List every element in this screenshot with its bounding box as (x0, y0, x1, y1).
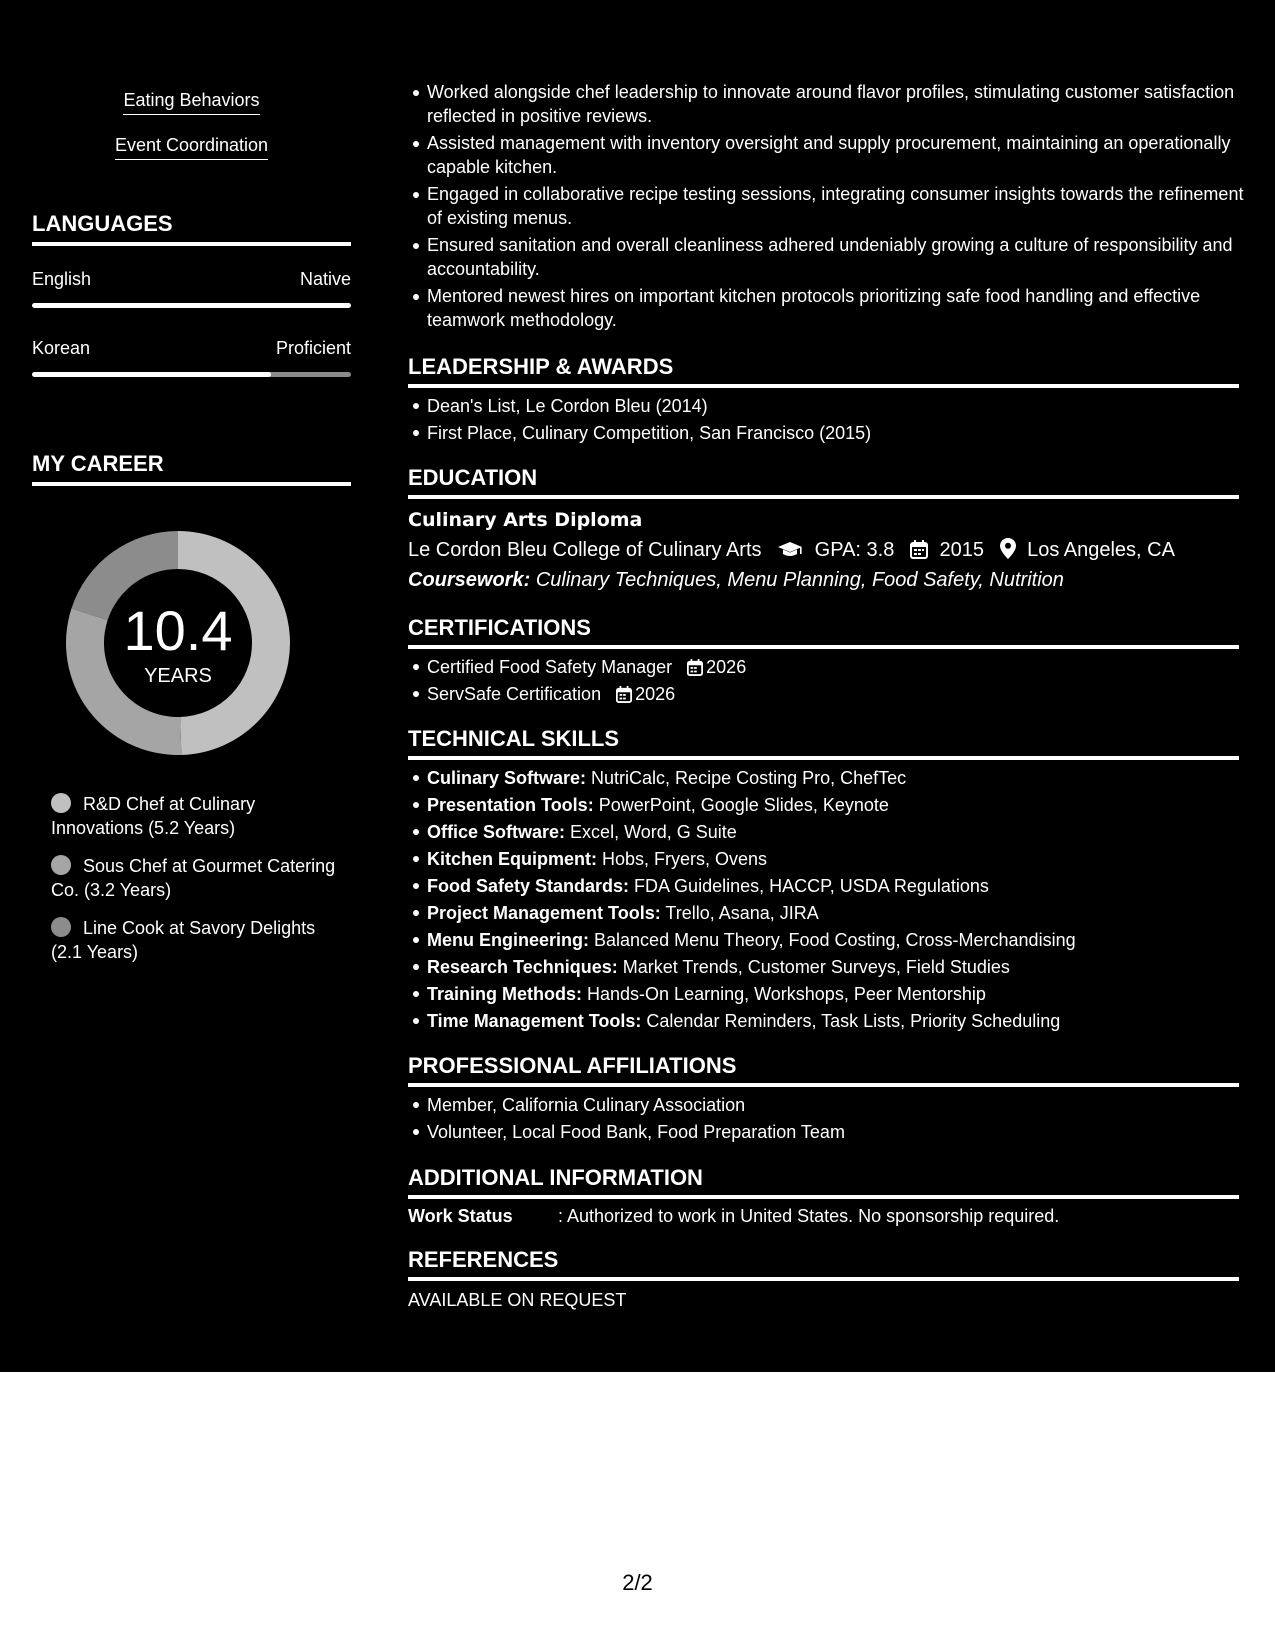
skill-label: Culinary Software: (427, 768, 587, 788)
affiliations-heading: PROFESSIONAL AFFILIATIONS (408, 1052, 1239, 1087)
language-bar-fill (32, 303, 351, 308)
list-item (427, 873, 1258, 900)
graduation-cap-icon (777, 541, 803, 559)
skill-value: Trello, Asana, JIRA (665, 903, 819, 923)
skill-label: Office Software: (427, 822, 566, 842)
certification-name: ServSafe Certification (427, 684, 602, 704)
references-heading: REFERENCES (408, 1246, 1239, 1281)
career-donut-center (66, 531, 290, 755)
skill-label: Kitchen Equipment: (427, 849, 597, 869)
calendar-icon (687, 659, 703, 676)
list-item: First Place, Culinary Competition, San Francisco (2015) (427, 420, 1258, 447)
school-name: Le Cordon Bleu College of Culinary Arts (408, 539, 762, 561)
language-bar-fill (32, 372, 271, 377)
list-item: Dean's List, Le Cordon Bleu (2014) (427, 393, 1258, 420)
skill-value: FDA Guidelines, HACCP, USDA Regulations (634, 876, 989, 896)
work-status (408, 1204, 1239, 1228)
list-item: Assisted management with inventory oversight and supply procurement, maintaining an operationally capable kitchen. (427, 131, 1258, 179)
career-total-unit: YEARS (144, 665, 212, 687)
skills-heading: TECHNICAL SKILLS (408, 725, 1239, 760)
certifications-list (408, 654, 1258, 708)
skill-value: Excel, Word, G Suite (570, 822, 737, 842)
list-item: Mentored newest hires on important kitchen protocols prioritizing safe food handling and effective teamwork methodology. (427, 284, 1258, 332)
skill-label: Menu Engineering: (427, 930, 589, 950)
coursework-list: Culinary Techniques, Menu Planning, Food Safety, Nutrition (535, 569, 1064, 591)
additional-info-heading: ADDITIONAL INFORMATION (408, 1164, 1239, 1199)
list-item (427, 819, 1258, 846)
career-legend-dot (51, 917, 71, 937)
language-korean (32, 336, 351, 360)
calendar-icon (910, 540, 928, 559)
list-item: Member, California Culinary Association (427, 1092, 1258, 1119)
skill-value: Calendar Reminders, Task Lists, Priority Scheduling (646, 1011, 1061, 1031)
language-bar (32, 303, 351, 308)
list-item: Worked alongside chef leadership to innovate around flavor profiles, stimulating customer satisfaction reflected in positive reviews. (427, 80, 1258, 128)
list-item (427, 654, 1258, 681)
career-item (51, 916, 351, 964)
certification-year: 2026 (706, 657, 747, 677)
career-item-label: Sous Chef at Gourmet Catering Co. (3.2 Years) (51, 856, 336, 900)
languages-heading: LANGUAGES (32, 210, 351, 246)
certifications-heading: CERTIFICATIONS (408, 614, 1239, 649)
interest-item: Event Coordination (32, 133, 351, 160)
degree-title: Culinary Arts Diploma (408, 509, 643, 531)
interest-item: Eating Behaviors (32, 88, 351, 115)
skill-value: Balanced Menu Theory, Food Costing, Cross-Merchandising (594, 930, 1076, 950)
gpa: GPA: 3.8 (814, 539, 895, 561)
list-item (427, 846, 1258, 873)
list-item (427, 981, 1258, 1008)
list-item (427, 765, 1258, 792)
language-name: English (32, 269, 92, 289)
graduation-year: 2015 (939, 539, 984, 561)
career-item-label: Line Cook at Savory Delights (2.1 Years) (51, 918, 316, 962)
list-item (427, 954, 1258, 981)
list-item (427, 1008, 1258, 1035)
list-item (427, 681, 1258, 708)
skill-label: Project Management Tools: (427, 903, 661, 923)
certification-name: Certified Food Safety Manager (427, 657, 673, 677)
language-name: Korean (32, 338, 91, 358)
work-status-label: Work Status (408, 1206, 513, 1226)
language-bar (32, 372, 351, 377)
calendar-icon (616, 686, 632, 703)
references-text: AVAILABLE ON REQUEST (408, 1290, 627, 1310)
list-item (427, 927, 1258, 954)
skill-value: PowerPoint, Google Slides, Keynote (598, 795, 889, 815)
list-item: Ensured sanitation and overall cleanliness adhered undeniably growing a culture of responsibility and accountability. (427, 233, 1258, 281)
map-pin-icon (1000, 538, 1016, 559)
list-item: Volunteer, Local Food Bank, Food Preparation Team (427, 1119, 1258, 1146)
skill-value: Hobs, Fryers, Ovens (602, 849, 768, 869)
career-item (51, 854, 351, 902)
skill-value: NutriCalc, Recipe Costing Pro, ChefTec (591, 768, 907, 788)
career-total-years: 10.4 (123, 599, 233, 662)
career-item-label: R&D Chef at Culinary Innovations (5.2 Years) (51, 794, 256, 838)
coursework (408, 567, 1239, 593)
language-english (32, 267, 351, 291)
career-legend-dot (51, 793, 71, 813)
skills-list (408, 765, 1258, 1035)
language-level: Proficient (275, 338, 351, 358)
list-item (427, 900, 1258, 927)
list-item (427, 792, 1258, 819)
school-location: Los Angeles, CA (1027, 539, 1175, 561)
page-number: 2/2 (622, 1570, 653, 1595)
awards-heading: LEADERSHIP & AWARDS (408, 353, 1239, 388)
career-item (51, 792, 351, 840)
list-item: Engaged in collaborative recipe testing sessions, integrating consumer insights towards the refinement of existing menus. (427, 182, 1258, 230)
experience-bullets (408, 80, 1258, 335)
affiliations-list (408, 1092, 1258, 1146)
language-level: Native (299, 269, 351, 289)
skill-label: Research Techniques: (427, 957, 618, 977)
education-details (408, 537, 1239, 563)
career-heading: MY CAREER (32, 450, 351, 486)
education-heading: EDUCATION (408, 464, 1239, 499)
skill-label: Presentation Tools: (427, 795, 594, 815)
awards-list (408, 393, 1258, 447)
skill-label: Time Management Tools: (427, 1011, 642, 1031)
certification-year: 2026 (635, 684, 676, 704)
skill-label: Training Methods: (427, 984, 582, 1004)
work-status-value: : Authorized to work in United States. No sponsorship required. (558, 1206, 1060, 1226)
skill-value: Hands-On Learning, Workshops, Peer Mentorship (587, 984, 986, 1004)
coursework-label: Coursework: (408, 569, 531, 591)
career-legend-dot (51, 855, 71, 875)
skill-label: Food Safety Standards: (427, 876, 630, 896)
skill-value: Market Trends, Customer Surveys, Field Studies (622, 957, 1010, 977)
